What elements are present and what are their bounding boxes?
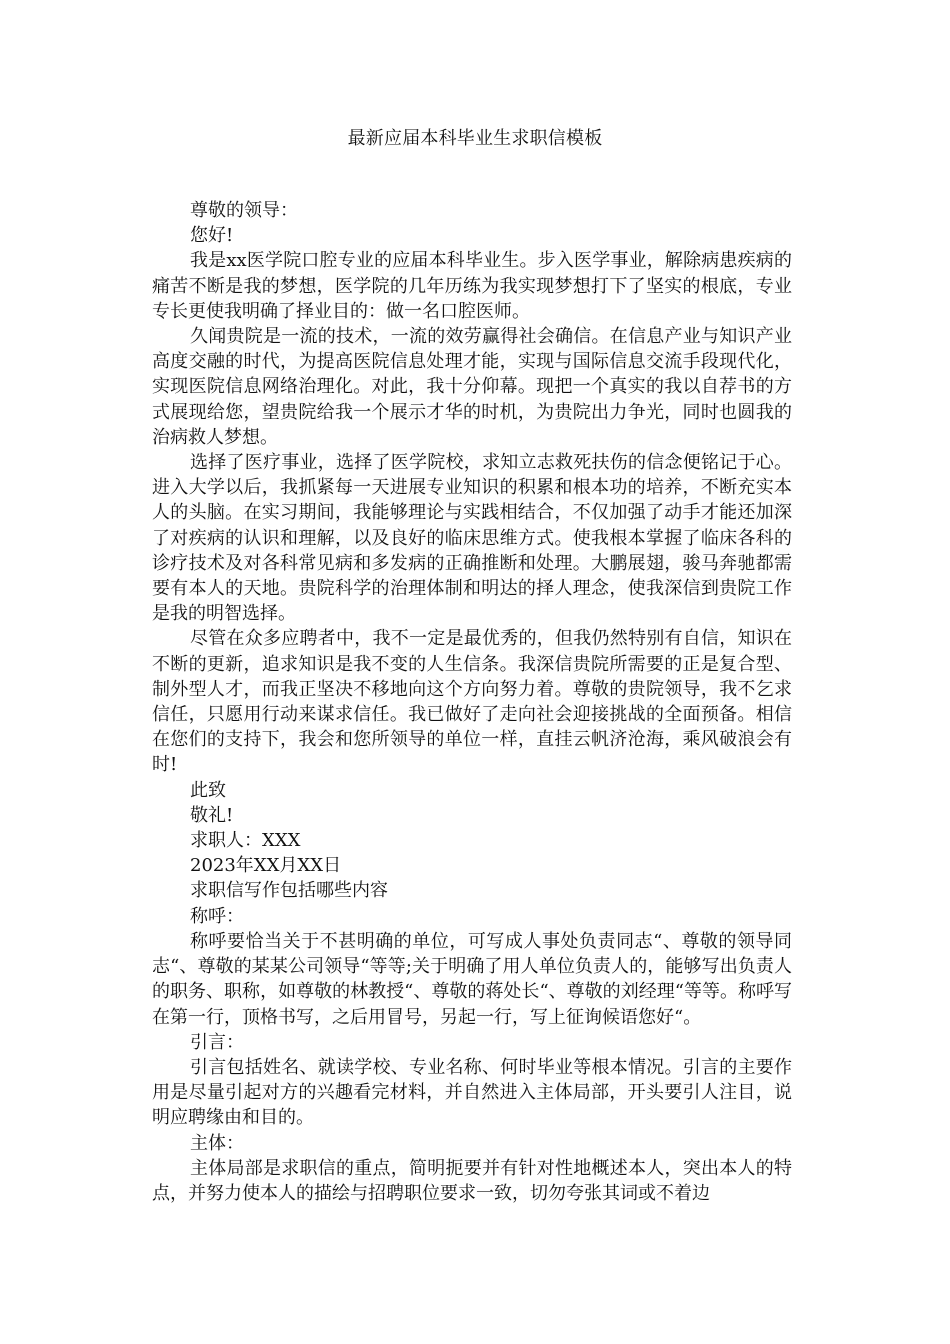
paragraph-intro: 我是xx医学院口腔专业的应届本科毕业生。步入医学事业，解除病患疾病的痛苦不断是我的梦想，医学院的几年历练为我实现梦想打下了坚实的根底，专业专长更使我明确了择业目的：做一名口腔医师。 (152, 250, 792, 322)
signature: 求职人：XXX (190, 830, 301, 852)
document-body (152, 198, 792, 1206)
greeting: 您好! (190, 225, 234, 247)
section-heading-main: 主体： (190, 1132, 244, 1154)
paragraph-study: 选择了医疗事业，选择了医学院校，求知立志救死扶伤的信念便铭记于心。进入大学以后，我抓紧每一天进展专业知识的积累和根本功的培养，不断充实本人的头脑。在实习期间，我能够理论与实践相结合，不仅加强了动手才能还加深了对疾病的认识和理解，以及良好的临床思维方式。使我根本掌握了临床各科的诊疗技术及对各科常见病和多发病的正确推断和处理。大鹏展翅，骏马奔驰都需要有本人的天地。贵院科学的治理体制和明达的择人理念，使我深信到贵院工作是我的明智选择。 (152, 452, 792, 625)
paragraph-confidence: 尽管在众多应聘者中，我不一定是最优秀的，但我仍然特别有自信，知识在不断的更新，追求知识是我不变的人生信条。我深信贵院所需要的正是复合型、制外型人才，而我正坚决不移地向这个方向努力着。尊敬的贵院领导，我不乞求信任，只愿用行动来谋求信任。我已做好了走向社会迎接挑战的全面预备。相信在您们的支持下，我会和您所领导的单位一样，直挂云帆济沧海，乘风破浪会有时! (152, 628, 792, 776)
paragraph-intro-section: 引言包括姓名、就读学校、专业名称、何时毕业等根本情况。引言的主要作用是尽量引起对方的兴趣看完材料，并自然进入主体局部，开头要引人注目，说明应聘缘由和目的。 (152, 1056, 792, 1129)
document-title: 最新应届本科毕业生求职信模板 (347, 128, 603, 149)
salutation: 尊敬的领导： (190, 200, 298, 221)
paragraph-address: 称呼要恰当关于不甚明确的单位，可写成人事处负责同志“、尊敬的领导同志“、尊敬的某某公司领导“等等;关于明确了用人单位负责人的，能够写出负责人的职务、职称，如尊敬的林教授“、尊敬的蒋处长“、尊敬的刘经理“等等。称呼写在第一行，顶格书写，之后用冒号，另起一行，写上征询候语您好“。 (152, 930, 792, 1028)
closing-line-2: 敬礼! (190, 804, 234, 826)
date: 2023年XX月XX日 (190, 855, 342, 877)
section-heading-content: 求职信写作包括哪些内容 (190, 880, 388, 902)
paragraph-main: 主体局部是求职信的重点，简明扼要并有针对性地概述本人，突出本人的特点，并努力使本人的描绘与招聘职位要求一致，切勿夸张其词或不着边 (152, 1157, 792, 1204)
closing-line-1: 此致 (190, 779, 226, 801)
paragraph-hospital: 久闻贵院是一流的技术，一流的效劳赢得社会确信。在信息产业与知识产业高度交融的时代，为提高医院信息处理才能，实现与国际信息交流手段现代化，实现医院信息网络治理化。对此，我十分仰幕。现把一个真实的我以自荐书的方式展现给您，望贵院给我一个展示才华的时机，为贵院出力争光，同时也圆我的治病救人梦想。 (152, 326, 792, 448)
section-heading-intro: 引言： (190, 1031, 244, 1053)
section-heading-address: 称呼： (190, 905, 244, 927)
